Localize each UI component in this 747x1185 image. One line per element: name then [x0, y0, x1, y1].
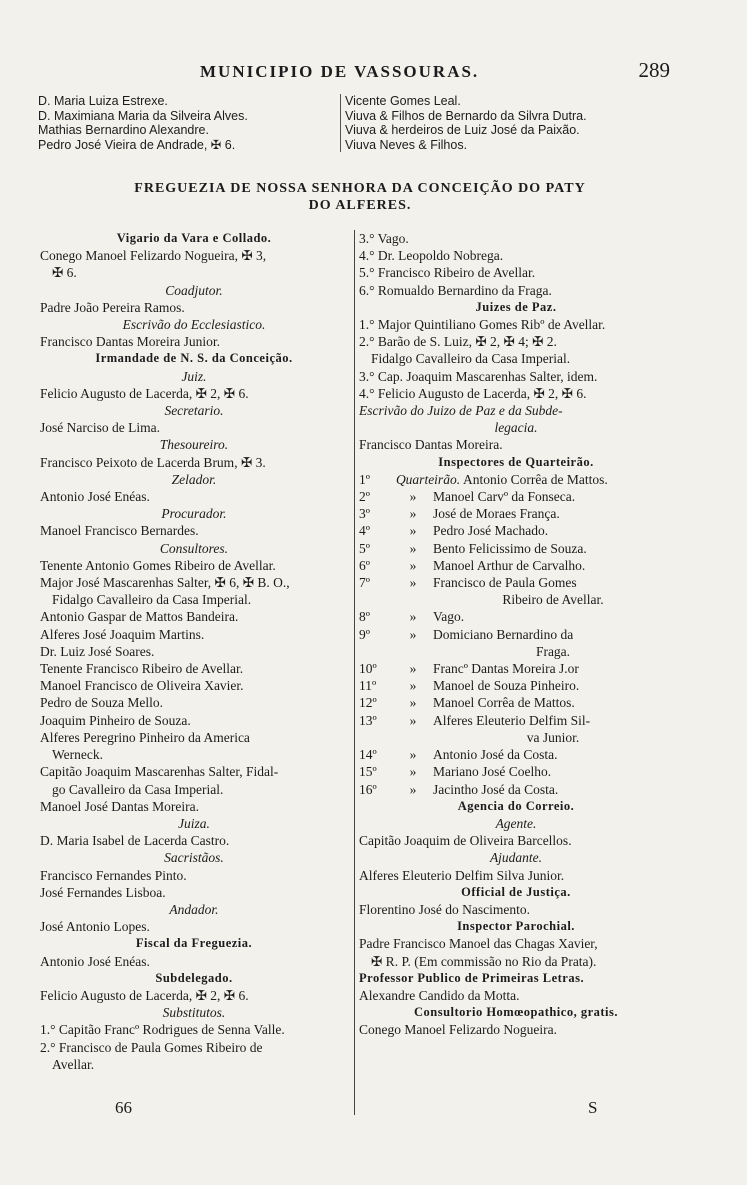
entry: 4.° Dr. Leopoldo Nobrega. — [359, 248, 504, 264]
inspector-name: Francº Dantas Moreira J.or — [433, 661, 579, 677]
entry: José Narciso de Lima. — [40, 420, 160, 436]
inspector-name: Bento Felicissimo de Souza. — [433, 540, 587, 556]
inspector-row — [359, 488, 673, 505]
inspector-name: Ribeiro de Avellar. — [502, 592, 604, 608]
inspector-name: Antonio Corrêa de Mattos. — [463, 471, 608, 487]
inspector-number: 11º — [359, 678, 377, 694]
entry: Felicio Augusto de Lacerda, ✠ 2, ✠ 6. — [40, 385, 249, 401]
heading: Vigario da Vara e Collado. — [116, 231, 272, 245]
heading: Consultorio Homœopathico, gratis. — [414, 1005, 618, 1020]
list-item: Mathias Bernardino Alexandre. — [38, 123, 209, 137]
inspector-name: Fraga. — [535, 643, 571, 659]
entry: Francisco Dantas Moreira Junior. — [40, 334, 220, 350]
heading: Agencia do Correio. — [457, 798, 575, 813]
entry: 1.° Major Quintiliano Gomes Ribº de Avellar. — [359, 317, 606, 333]
inspector-number: 3º — [359, 506, 370, 522]
heading: Inspector Parochial. — [457, 919, 575, 934]
entry: 4.° Felicio Augusto de Lacerda, ✠ 2, ✠ 6. — [359, 385, 587, 401]
inspector-ditto: » — [409, 489, 417, 505]
list-item: D. Maria Luiza Estrexe. — [38, 94, 168, 108]
entry: 6.° Romualdo Bernardino da Fraga. — [359, 282, 552, 298]
inspector-number: 5º — [359, 540, 370, 556]
inspector-ditto: » — [409, 764, 417, 780]
role-label: Ajudante. — [489, 850, 543, 866]
entry: Capitão Joaquim de Oliveira Barcellos. — [359, 833, 572, 849]
entry: Alferes José Joaquim Martins. — [40, 626, 205, 642]
inspector-row — [359, 557, 673, 574]
entry: Florentino José do Nascimento. — [359, 901, 530, 917]
role-label: Zelador. — [171, 471, 217, 487]
inspectors-list — [359, 471, 673, 798]
heading: Official de Justiça. — [461, 884, 571, 899]
inspector-ditto: » — [409, 695, 417, 711]
inspector-ditto: » — [409, 781, 417, 797]
inspector-row — [359, 781, 673, 798]
entry: Avellar. — [52, 1056, 95, 1072]
inspector-row — [359, 522, 673, 539]
role-label: Escrivão do Juizo de Paz e da Subde- — [359, 403, 563, 419]
inspector-name: Jacintho José da Costa. — [433, 781, 559, 797]
entry: Tenente Antonio Gomes Ribeiro de Avellar. — [40, 557, 276, 573]
heading: Juizes de Paz. — [475, 299, 557, 314]
role-label: legacia. — [494, 420, 538, 436]
role-label: Andador. — [169, 901, 219, 917]
inspector-ditto: » — [409, 557, 417, 573]
entry: Joaquim Pinheiro de Souza. — [40, 712, 191, 728]
inspector-name: va Junior. — [526, 729, 580, 745]
entry: Padre João Pereira Ramos. — [40, 299, 185, 315]
entry: 2.° Barão de S. Luiz, ✠ 2, ✠ 4; ✠ 2. — [359, 334, 557, 350]
signature-mark-left: 66 — [115, 1098, 132, 1117]
entry: Antonio Gaspar de Mattos Bandeira. — [40, 609, 239, 625]
entry: Francisco Dantas Moreira. — [359, 437, 503, 453]
role-label: Coadjutor. — [165, 282, 223, 298]
continued-list — [38, 94, 668, 164]
entry: Dr. Luiz José Soares. — [40, 643, 155, 659]
entry: Conego Manoel Felizardo Nogueira. — [359, 1022, 557, 1038]
inspector-ditto: » — [409, 678, 417, 694]
role-label: Secretario. — [164, 403, 224, 419]
section-title-line: FREGUEZIA DE NOSSA SENHORA DA CONCEIÇÃO DO PATY — [134, 181, 586, 196]
inspector-number: 7º — [359, 575, 370, 591]
inspector-number — [359, 729, 393, 746]
entry: Pedro de Souza Mello. — [40, 695, 163, 711]
inspector-name: Domiciano Bernardino da — [433, 626, 574, 642]
inspector-row — [359, 540, 673, 557]
inspector-number: 6º — [359, 557, 370, 573]
inspector-name: Francisco de Paula Gomes — [433, 575, 577, 591]
page-header — [40, 58, 670, 88]
entry: Manoel Francisco de Oliveira Xavier. — [40, 678, 244, 694]
inspector-row — [359, 763, 673, 780]
entry: Werneck. — [52, 747, 104, 763]
inspector-name: Manoel Arthur de Carvalho. — [433, 557, 586, 573]
entry: Alferes Eleuterio Delfim Silva Junior. — [359, 867, 565, 883]
list-item: Viuva & Filhos de Bernardo da Silvra Dutra. — [345, 108, 587, 123]
entry: Felicio Augusto de Lacerda, ✠ 2, ✠ 6. — [40, 987, 249, 1003]
inspector-row — [359, 694, 673, 711]
list-item: Viuva & herdeiros de Luiz José da Paixão. — [345, 123, 580, 137]
inspector-name: José de Moraes França. — [433, 506, 560, 522]
inspector-ditto — [393, 643, 433, 660]
running-title: MUNICIPIO DE VASSOURAS. — [200, 62, 480, 81]
entry: 2.° Francisco de Paula Gomes Ribeiro de — [40, 1039, 263, 1055]
role-label: Thesoureiro. — [159, 437, 229, 453]
inspector-number: 13º — [359, 712, 377, 728]
role-label: Juiza. — [178, 815, 210, 831]
inspector-row — [359, 677, 673, 694]
inspector-name: Alferes Eleuterio Delfim Sil- — [433, 712, 591, 728]
inspector-number: 12º — [359, 695, 377, 711]
inspector-ditto: » — [409, 626, 417, 642]
inspector-ditto — [393, 591, 433, 608]
role-label: Juiz. — [181, 368, 207, 384]
entry: ✠ R. P. (Em commissão no Rio da Prata). — [371, 953, 597, 969]
entry: Manoel Francisco Bernardes. — [40, 523, 199, 539]
inspector-row — [359, 712, 673, 729]
inspector-number: 2º — [359, 489, 370, 505]
entry: ✠ 6. — [52, 265, 77, 281]
inspector-row — [359, 746, 673, 763]
inspector-row — [359, 660, 673, 677]
inspector-number — [359, 643, 393, 660]
inspector-row — [359, 608, 673, 625]
entry: D. Maria Isabel de Lacerda Castro. — [40, 833, 230, 849]
list-item: D. Maximiana Maria da Silveira Alves. — [38, 108, 248, 123]
inspector-number: 16º — [359, 781, 377, 797]
continued-list-left — [38, 94, 336, 152]
inspector-ditto: » — [409, 540, 417, 556]
inspector-ditto: » — [409, 661, 417, 677]
entry: 3.° Cap. Joaquim Mascarenhas Salter, idem. — [359, 368, 598, 384]
inspector-name: Vago. — [433, 609, 465, 625]
inspector-row — [359, 729, 673, 746]
inspector-row — [359, 591, 673, 608]
inspector-ditto — [393, 729, 433, 746]
entry: 5.° Francisco Ribeiro de Avellar. — [359, 265, 536, 281]
list-item: Pedro José Vieira de Andrade, ✠ 6. — [38, 137, 236, 152]
inspector-number — [359, 591, 393, 608]
inspector-row — [359, 626, 673, 643]
heading: Irmandade de N. S. da Conceição. — [95, 351, 293, 366]
inspector-number: 9º — [359, 626, 370, 642]
inspector-number: 8º — [359, 609, 370, 625]
entry: Francisco Fernandes Pinto. — [40, 867, 187, 883]
continued-list-right — [340, 94, 675, 152]
inspector-name: Antonio José da Costa. — [433, 747, 558, 763]
entry: José Fernandes Lisboa. — [40, 884, 166, 900]
entry: Antonio José Enéas. — [40, 489, 150, 505]
inspector-ditto: Quarteirão. — [395, 471, 461, 487]
inspector-ditto: » — [409, 575, 417, 591]
section-title — [40, 180, 680, 214]
inspector-name: Manoel Corrêa de Mattos. — [433, 695, 575, 711]
inspector-name: Manoel Carvº da Fonseca. — [433, 489, 576, 505]
entry: go Cavalleiro da Casa Imperial. — [52, 781, 224, 797]
inspector-name: Mariano José Coelho. — [433, 764, 552, 780]
heading: Inspectores de Quarteirão. — [438, 454, 594, 469]
entry: 1.° Capitão Francº Rodrigues de Senna Valle. — [40, 1022, 285, 1038]
entry: Padre Francisco Manoel das Chagas Xavier, — [359, 936, 598, 952]
inspector-ditto: » — [409, 609, 417, 625]
entry: 3.° Vago. — [359, 231, 409, 246]
role-label: Consultores. — [159, 540, 229, 556]
heading: Professor Publico de Primeiras Letras. — [359, 970, 585, 985]
entry: Major José Mascarenhas Salter, ✠ 6, ✠ B. O., — [40, 575, 290, 591]
section-title-line: DO ALFERES. — [308, 198, 412, 213]
inspector-name: Manoel de Souza Pinheiro. — [433, 678, 580, 694]
role-label: Procurador. — [161, 506, 227, 522]
inspector-number: 15º — [359, 764, 377, 780]
inspector-row — [359, 471, 673, 488]
entry: Alexandre Candido da Motta. — [359, 987, 520, 1003]
inspector-number: 10º — [359, 661, 377, 677]
entry: Fidalgo Cavalleiro da Casa Imperial. — [52, 592, 252, 608]
inspector-number: 4º — [359, 523, 370, 539]
signature-mark-right: S — [588, 1098, 598, 1117]
right-column — [354, 230, 673, 1115]
entry: Tenente Francisco Ribeiro de Avellar. — [40, 661, 244, 677]
role-label: Escrivão do Ecclesiastico. — [122, 317, 266, 333]
inspector-ditto: » — [409, 712, 417, 728]
inspector-name: Pedro José Machado. — [433, 523, 549, 539]
page-number: 289 — [638, 58, 670, 82]
entry: Alferes Peregrino Pinheiro da America — [40, 729, 250, 745]
entry: Francisco Peixoto de Lacerda Brum, ✠ 3. — [40, 454, 266, 470]
inspector-number: 1º — [359, 471, 370, 487]
heading: Fiscal da Freguezia. — [135, 936, 253, 951]
role-label: Sacristãos. — [164, 850, 224, 866]
inspector-ditto: » — [409, 523, 417, 539]
entry: Antonio José Enéas. — [40, 953, 150, 969]
list-item: Vicente Gomes Leal. — [345, 94, 461, 108]
list-item: Viuva Neves & Filhos. — [345, 137, 468, 152]
entry: Conego Manoel Felizardo Nogueira, ✠ 3, — [40, 248, 267, 264]
heading: Subdelegado. — [155, 970, 233, 985]
entry: Manoel José Dantas Moreira. — [40, 798, 199, 814]
left-column — [40, 230, 348, 1073]
role-label: Agente. — [495, 815, 537, 831]
inspector-row — [359, 574, 673, 591]
inspector-number: 14º — [359, 747, 377, 763]
inspector-row — [359, 643, 673, 660]
inspector-ditto: » — [409, 747, 417, 763]
entry: Fidalgo Cavalleiro da Casa Imperial. — [371, 351, 571, 367]
role-label: Substitutos. — [162, 1005, 226, 1021]
entry: Capitão Joaquim Mascarenhas Salter, Fidal- — [40, 764, 279, 780]
entry: José Antonio Lopes. — [40, 919, 150, 935]
inspector-row — [359, 505, 673, 522]
inspector-ditto: » — [409, 506, 417, 522]
